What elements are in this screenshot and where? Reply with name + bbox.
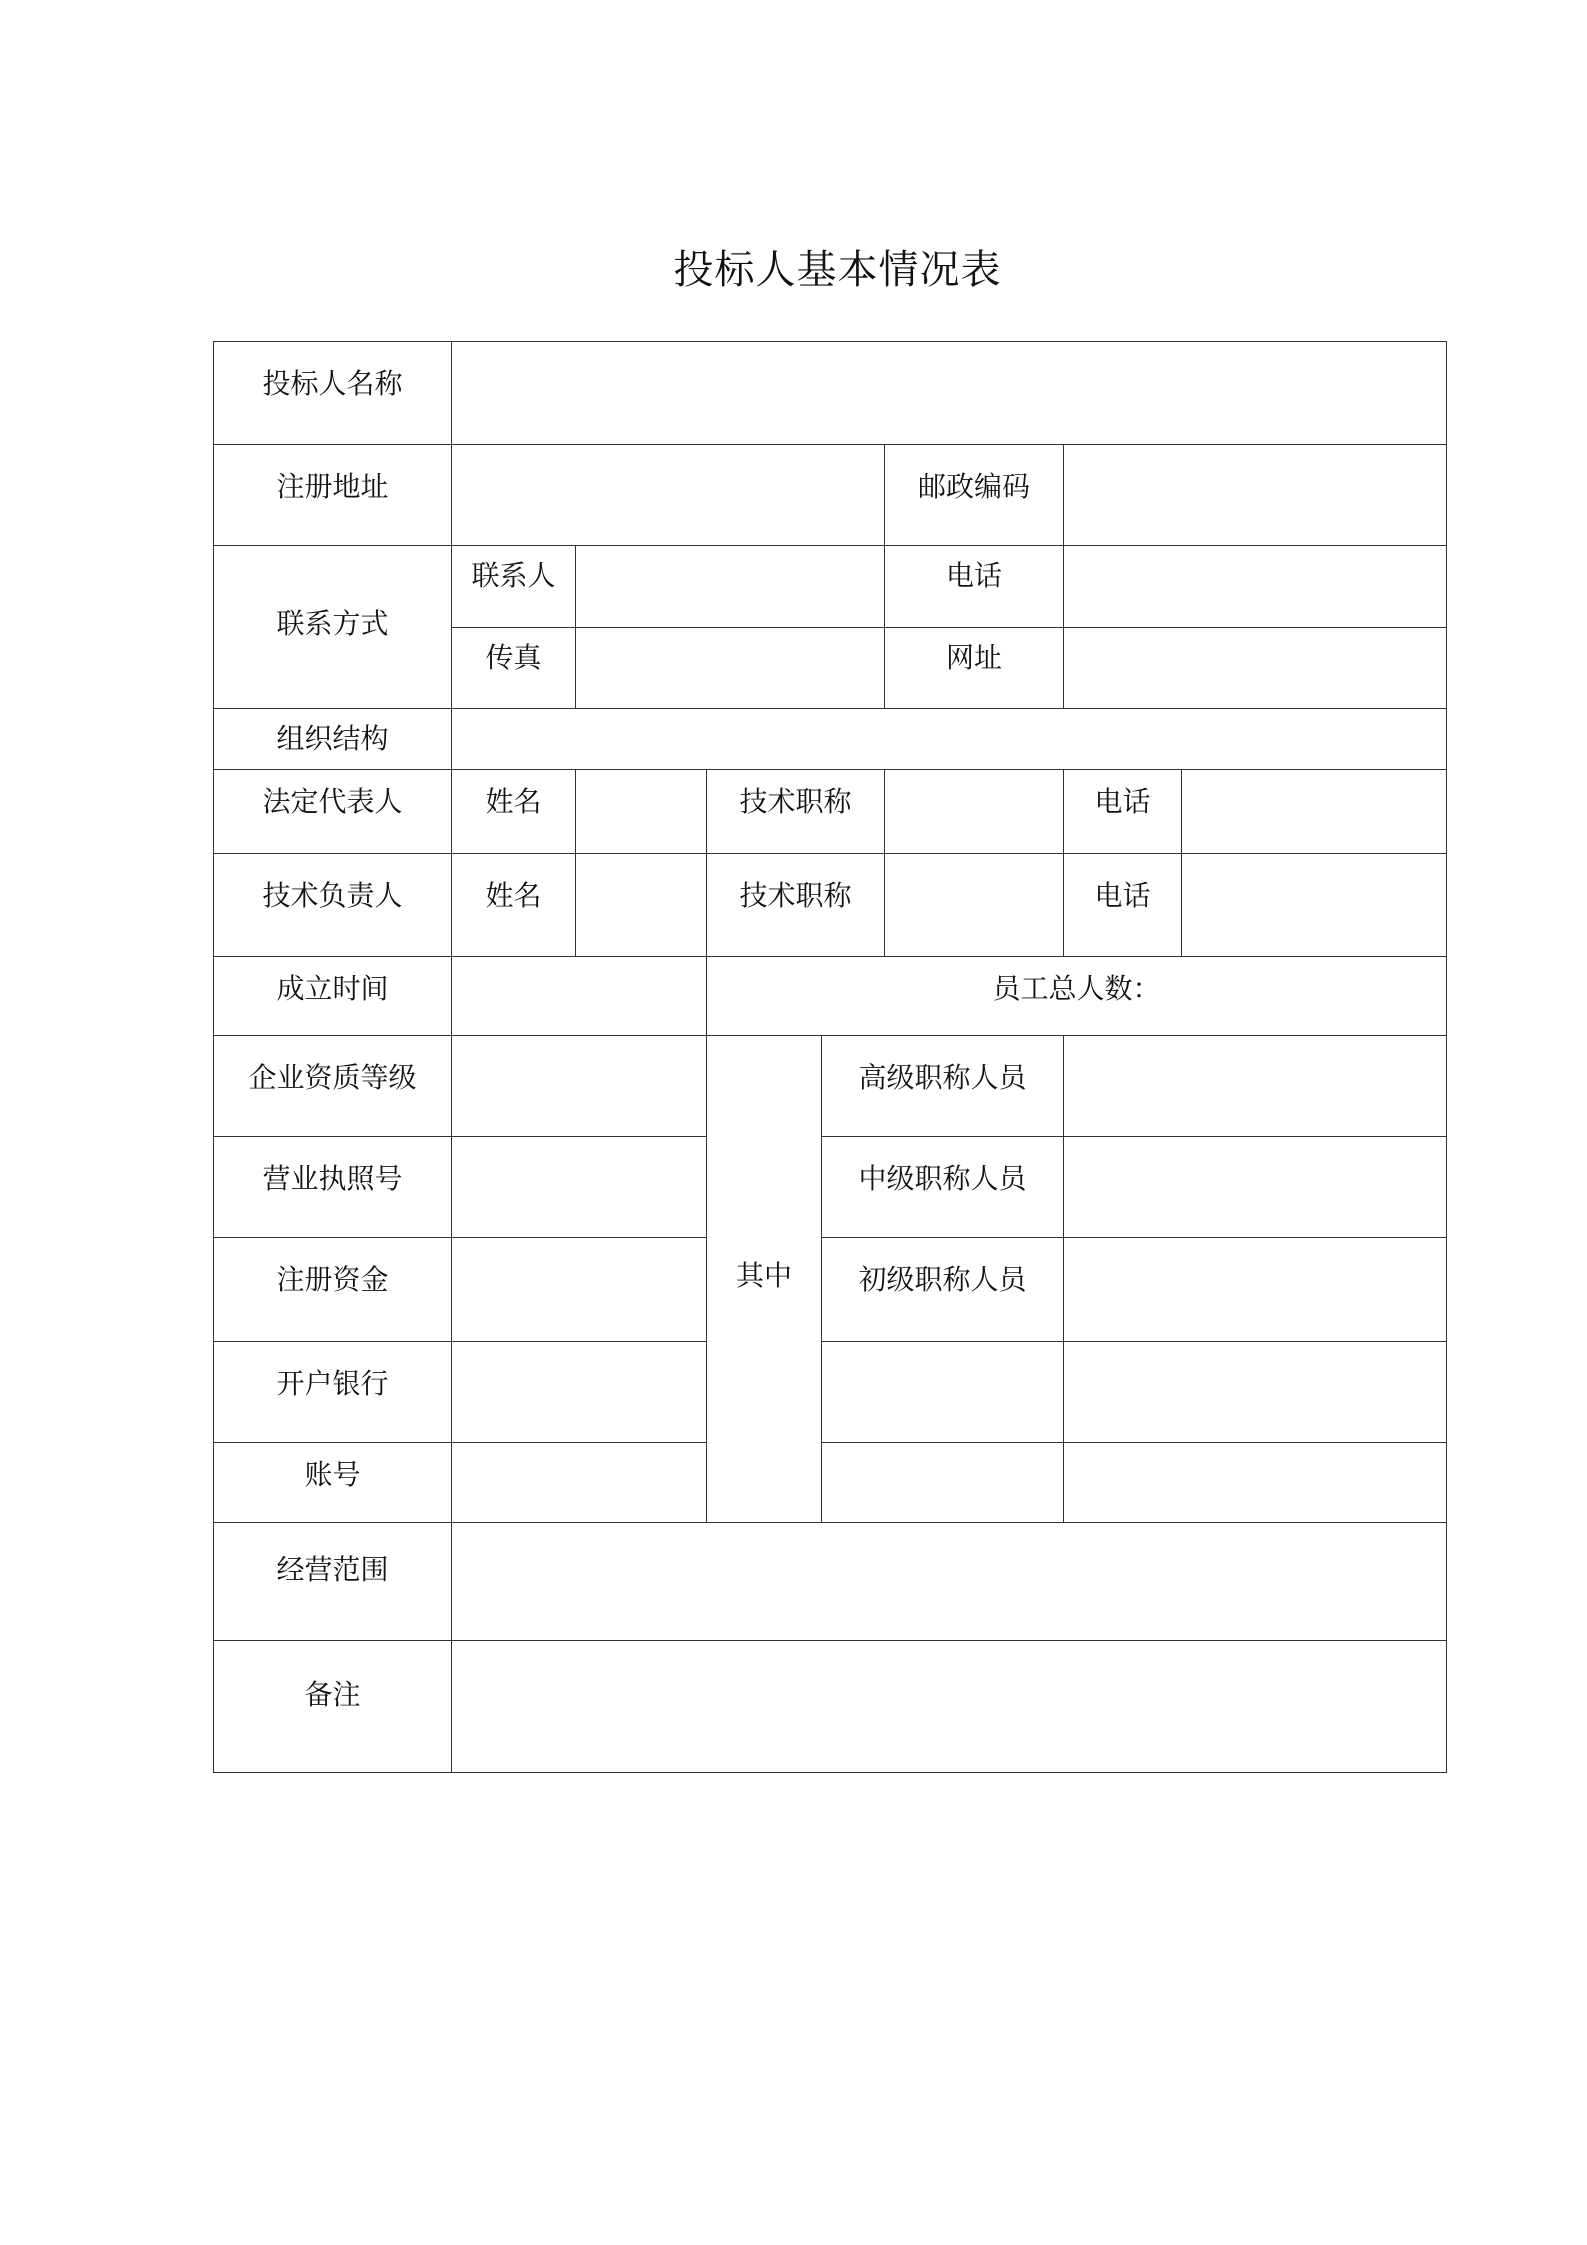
label-senior-staff: 高级职称人员 <box>822 1036 1064 1137</box>
label-legal-rep-name: 姓名 <box>452 770 576 854</box>
row-business-scope <box>214 1523 1447 1641</box>
label-tech-lead: 技术负责人 <box>214 854 452 957</box>
label-tech-lead-title: 技术职称 <box>707 854 885 957</box>
label-mid-staff: 中级职称人员 <box>822 1137 1064 1238</box>
label-license-no: 营业执照号 <box>214 1137 452 1238</box>
label-contact-method: 联系方式 <box>214 546 452 709</box>
field-qualification[interactable] <box>452 1036 707 1137</box>
label-website: 网址 <box>885 628 1064 709</box>
row-established <box>214 957 1447 1036</box>
field-registered-address[interactable] <box>452 445 885 546</box>
label-organization: 组织结构 <box>214 709 452 770</box>
row-bank <box>214 1342 1447 1443</box>
field-tech-lead-name[interactable] <box>576 854 707 957</box>
row-remarks <box>214 1641 1447 1773</box>
label-established: 成立时间 <box>214 957 452 1036</box>
row-capital <box>214 1238 1447 1342</box>
label-contact-phone: 电话 <box>885 546 1064 628</box>
field-extra-1-value[interactable] <box>1064 1342 1447 1443</box>
label-tech-lead-name: 姓名 <box>452 854 576 957</box>
label-legal-rep: 法定代表人 <box>214 770 452 854</box>
row-bidder-name <box>214 342 1447 445</box>
field-junior-staff[interactable] <box>1064 1238 1447 1342</box>
label-total-staff[interactable]: 员工总人数： <box>707 957 1447 1036</box>
label-tech-lead-phone: 电话 <box>1064 854 1182 957</box>
field-bidder-name[interactable] <box>452 342 1447 445</box>
row-tech-lead <box>214 854 1447 957</box>
field-fax[interactable] <box>576 628 885 709</box>
label-legal-rep-phone: 电话 <box>1064 770 1182 854</box>
field-legal-rep-name[interactable] <box>576 770 707 854</box>
row-license <box>214 1137 1447 1238</box>
row-organization <box>214 709 1447 770</box>
field-contact-phone[interactable] <box>1064 546 1447 628</box>
field-extra-2-label[interactable] <box>822 1443 1064 1523</box>
row-account <box>214 1443 1447 1523</box>
row-qualification <box>214 1036 1447 1137</box>
label-business-scope: 经营范围 <box>214 1523 452 1641</box>
field-postal-code[interactable] <box>1064 445 1447 546</box>
row-legal-rep <box>214 770 1447 854</box>
label-registered-address: 注册地址 <box>214 445 452 546</box>
label-reg-capital: 注册资金 <box>214 1238 452 1342</box>
field-reg-capital[interactable] <box>452 1238 707 1342</box>
field-extra-1-label[interactable] <box>822 1342 1064 1443</box>
field-remarks[interactable] <box>452 1641 1447 1773</box>
row-contact-1 <box>214 546 1447 628</box>
field-website[interactable] <box>1064 628 1447 709</box>
bidder-info-table <box>213 341 1447 1773</box>
label-bank: 开户银行 <box>214 1342 452 1443</box>
page-title: 投标人基本情况表 <box>673 247 1002 293</box>
field-account[interactable] <box>452 1443 707 1523</box>
label-junior-staff: 初级职称人员 <box>822 1238 1064 1342</box>
label-postal-code: 邮政编码 <box>885 445 1064 546</box>
field-contact-person[interactable] <box>576 546 885 628</box>
field-legal-rep-phone[interactable] <box>1182 770 1447 854</box>
label-account: 账号 <box>214 1443 452 1523</box>
label-contact-person: 联系人 <box>452 546 576 628</box>
field-legal-rep-title[interactable] <box>885 770 1064 854</box>
field-tech-lead-phone[interactable] <box>1182 854 1447 957</box>
field-mid-staff[interactable] <box>1064 1137 1447 1238</box>
field-tech-lead-title[interactable] <box>885 854 1064 957</box>
label-remarks: 备注 <box>214 1641 452 1773</box>
row-address <box>214 445 1447 546</box>
field-senior-staff[interactable] <box>1064 1036 1447 1137</box>
field-bank[interactable] <box>452 1342 707 1443</box>
label-bidder-name: 投标人名称 <box>214 342 452 445</box>
label-fax: 传真 <box>452 628 576 709</box>
label-among: 其中 <box>707 1036 822 1523</box>
label-legal-rep-title: 技术职称 <box>707 770 885 854</box>
field-organization[interactable] <box>452 709 1447 770</box>
field-established[interactable] <box>452 957 707 1036</box>
label-qualification: 企业资质等级 <box>214 1036 452 1137</box>
field-license-no[interactable] <box>452 1137 707 1238</box>
field-business-scope[interactable] <box>452 1523 1447 1641</box>
field-extra-2-value[interactable] <box>1064 1443 1447 1523</box>
